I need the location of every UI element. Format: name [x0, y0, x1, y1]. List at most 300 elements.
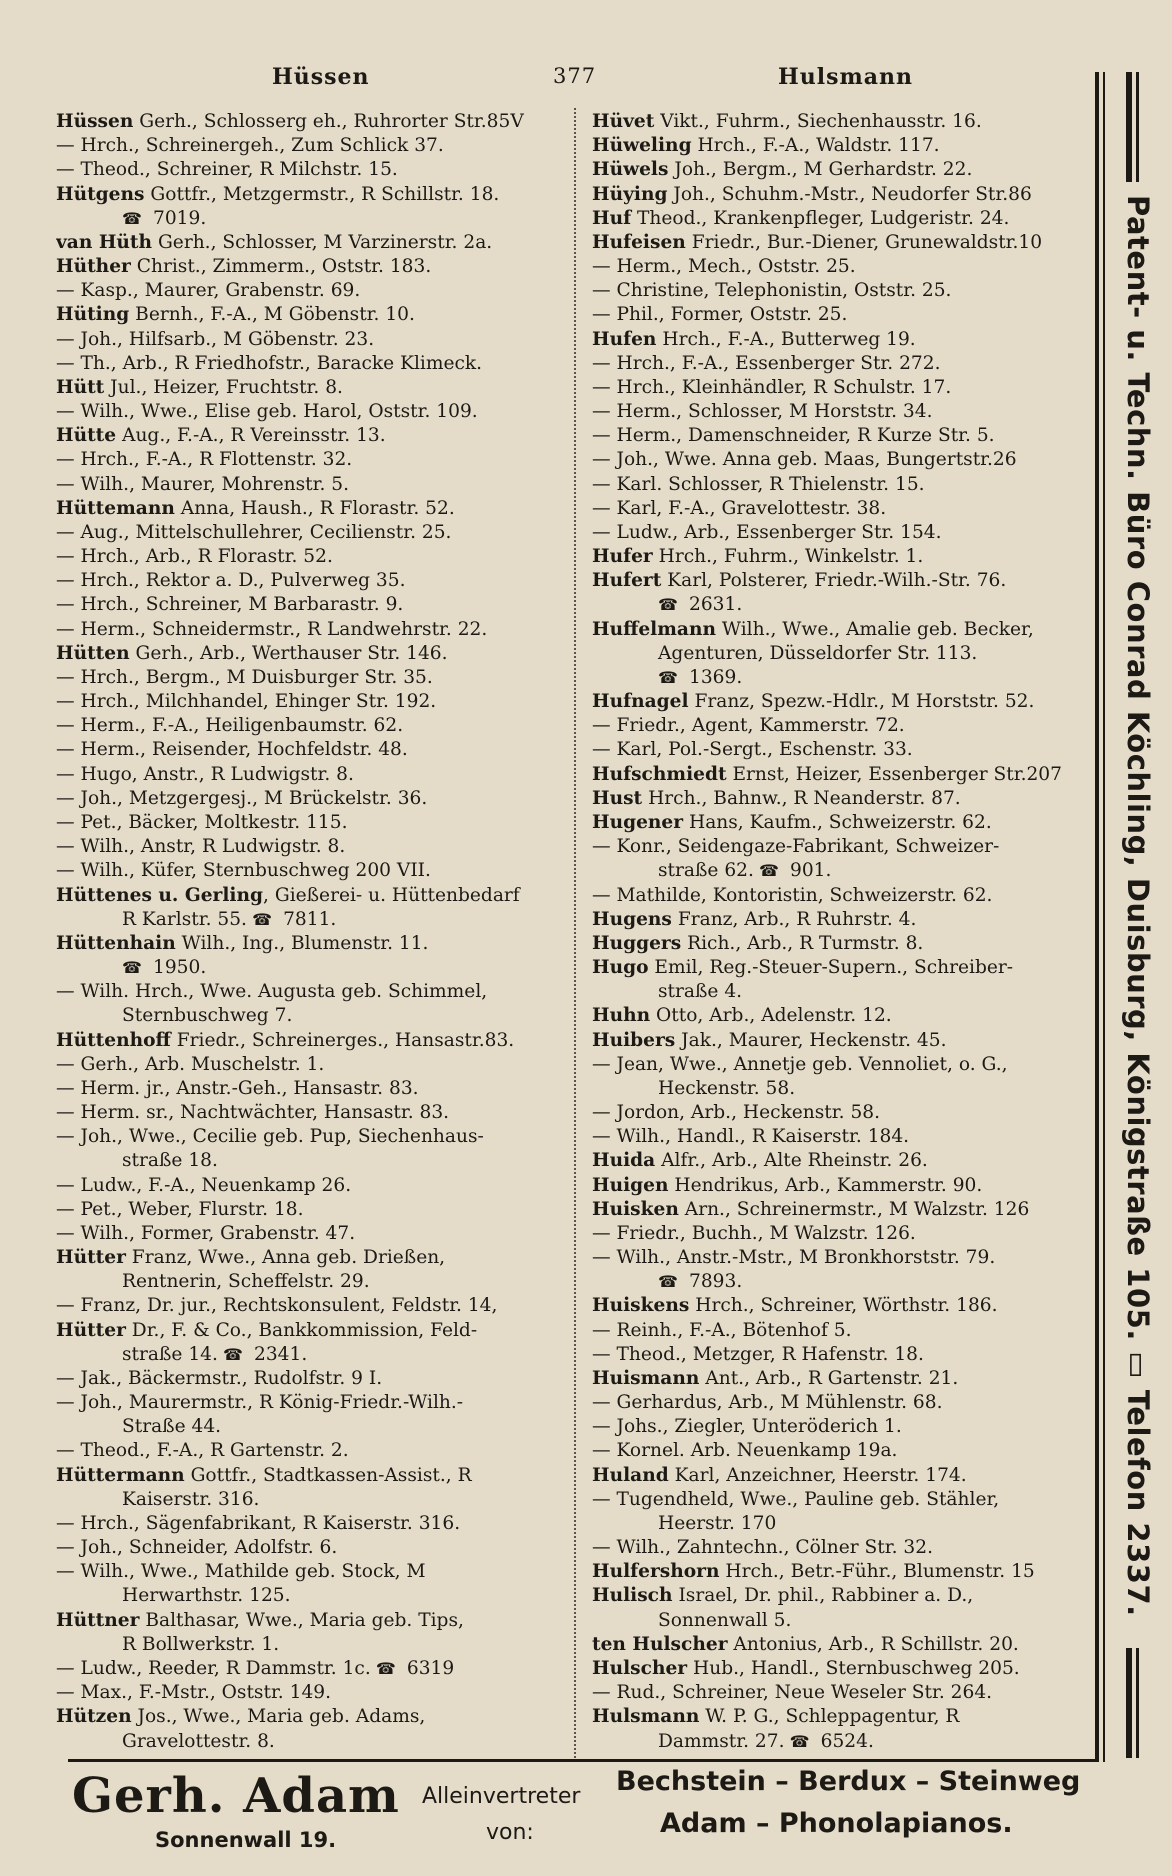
entry-text: Joh., Schuhm.-Mstr., Neudorfer Str.86 [667, 183, 1032, 205]
entry-text: Otto, Arb., Adelenstr. 12. [650, 1005, 892, 1027]
directory-entry [592, 303, 1097, 327]
directory-entry [56, 666, 558, 690]
entry-text: — Joh., Wwe., Cecilie geb. Pup, Siechenhaus- [56, 1126, 484, 1148]
entry-text: — Wilh., Anstr, R Ludwigstr. 8. [56, 836, 346, 858]
directory-entry [56, 618, 558, 642]
entry-surname: Huhn [592, 1005, 651, 1027]
entry-text: — Jean, Wwe., Annetje geb. Vennoliet, o. G., [592, 1053, 1008, 1075]
directory-entry [56, 1705, 558, 1729]
directory-entry [56, 859, 558, 883]
entry-text: — Hrch., Milchhandel, Ehinger Str. 192. [56, 691, 437, 713]
entry-text: Wilh., Wwe., Amalie geb. Becker, [716, 618, 1034, 640]
directory-entry [592, 279, 1097, 303]
entry-surname: Hugener [592, 811, 684, 833]
entry-text: — Pet., Bäcker, Moltkestr. 115. [56, 811, 348, 833]
entry-text: Balthasar, Wwe., Maria geb. Tips, [139, 1609, 464, 1631]
entry-continuation: Dammstr. 27. [658, 1730, 785, 1752]
directory-entry [592, 1029, 1097, 1053]
right-column [592, 110, 1097, 1754]
entry-text: Franz, Wwe., Anna geb. Drießen, [125, 1247, 446, 1269]
directory-entry [56, 932, 558, 956]
directory-entry [592, 497, 1097, 521]
directory-entry [56, 690, 558, 714]
entry-text: Wilh., Ing., Blumenstr. 11. [175, 932, 429, 954]
directory-entry [56, 1029, 558, 1053]
directory-entry [56, 400, 558, 424]
entry-continuation: Heerstr. 170 [658, 1512, 777, 1534]
entry-continuation: straße 4. [658, 981, 743, 1003]
entry-surname: Hüther [56, 256, 131, 278]
entry-text: — Aug., Mittelschullehrer, Cecilienstr. 25. [56, 521, 452, 543]
entry-text: Hub., Handl., Sternbuschweg 205. [687, 1658, 1020, 1679]
entry-surname: Hulsmann [592, 1706, 700, 1728]
side-banner [1121, 195, 1161, 1617]
directory-entry [592, 207, 1097, 231]
entry-text: — Friedr., Agent, Kammerstr. 72. [592, 715, 905, 737]
entry-surname: Hütter [56, 1319, 126, 1341]
telephone-icon: ☎ [784, 1731, 815, 1751]
entry-surname: Hütt [56, 376, 105, 398]
header-left-keyword: Hüssen [272, 64, 370, 90]
directory-entry [592, 618, 1097, 642]
entry-text: Hendrikus, Arb., Kammerstr. 90. [668, 1174, 983, 1196]
entry-text: — Theod., Metzger, R Hafenstr. 18. [592, 1343, 924, 1365]
entry-text: — Kornel. Arb. Neuenkamp 19a. [592, 1440, 898, 1462]
directory-entry [592, 1222, 1097, 1246]
directory-entry [592, 690, 1097, 714]
entry-text: — Wilh., Maurer, Mohrenstr. 5. [56, 473, 350, 495]
entry-text: Christ., Zimmerm., Oststr. 183. [130, 256, 432, 278]
entry-text: Karl, Polsterer, Friedr.-Wilh.-Str. 76. [661, 570, 1007, 592]
entry-text: — Herm. jr., Anstr.-Geh., Hansastr. 83. [56, 1077, 419, 1099]
directory-entry [592, 1512, 1097, 1536]
entry-text: — Friedr., Buchh., M Walzstr. 126. [592, 1222, 916, 1244]
entry-text: — Herm., Damenschneider, R Kurze Str. 5. [592, 425, 995, 447]
entry-text: Jul., Heizer, Fruchtstr. 8. [104, 376, 343, 398]
directory-entry [56, 811, 558, 835]
directory-entry [56, 497, 558, 521]
footer-rule [68, 1759, 1096, 1762]
directory-entry [56, 1536, 558, 1560]
entry-text: W. P. G., Schleppagentur, R [699, 1706, 960, 1728]
directory-entry [56, 1391, 558, 1415]
directory-entry [592, 134, 1097, 158]
ad-brands-line2: Adam – Phonolapianos. [660, 1808, 1013, 1839]
entry-surname: Hüttermann [56, 1464, 185, 1486]
entry-surname: Huida [592, 1150, 656, 1172]
entry-phone-number: 6319 [406, 1658, 455, 1679]
entry-continuation: Gravelottestr. 8. [122, 1730, 275, 1752]
entry-text: — Hrch., Schreiner, M Barbarastr. 9. [56, 594, 404, 616]
directory-entry [592, 1391, 1097, 1415]
entry-text: Friedr., Bur.-Diener, Grunewaldstr.10 [685, 231, 1043, 253]
entry-text: Jos., Wwe., Maria geb. Adams, [131, 1706, 426, 1728]
directory-entry [592, 1488, 1097, 1512]
directory-entry [56, 738, 558, 762]
entry-continuation: R Karlstr. 55. [122, 908, 247, 930]
entry-text: Jak., Maurer, Heckenstr. 45. [675, 1029, 947, 1051]
entry-text: — Johs., Ziegler, Unteröderich 1. [592, 1416, 902, 1438]
directory-entry [56, 569, 558, 593]
directory-entry [56, 908, 558, 932]
telephone-icon: ☎ [370, 1659, 401, 1678]
telephone-icon: ☎ [217, 1344, 249, 1364]
entry-continuation: straße 18. [122, 1150, 218, 1172]
page-number: 377 [553, 64, 597, 88]
directory-entry [56, 1053, 558, 1077]
entry-text: Bernh., F.-A., M Göbenstr. 10. [129, 304, 415, 326]
entry-text: — Joh., Metzgergesj., M Brückelstr. 36. [56, 787, 428, 809]
directory-entry [592, 763, 1097, 787]
entry-surname: Hüttenhoff [56, 1029, 171, 1051]
entry-continuation: straße 62. [658, 860, 754, 882]
entry-surname: Hütte [56, 425, 117, 447]
border-line [1095, 72, 1099, 1762]
directory-entry [592, 400, 1097, 424]
directory-entry [592, 1584, 1097, 1608]
entry-text: Gerh., Schlosserg eh., Ruhrorter Str.85V [133, 111, 524, 132]
directory-entry [592, 110, 1097, 134]
directory-entry [592, 1246, 1097, 1270]
entry-surname: Hugo [592, 957, 649, 979]
entry-surname: Hüwels [592, 159, 669, 181]
directory-entry [56, 1319, 558, 1343]
entry-text: — Jordon, Arb., Heckenstr. 58. [592, 1102, 881, 1124]
left-column [56, 110, 558, 1754]
entry-text: — Theod., F.-A., R Gartenstr. 2. [56, 1440, 349, 1462]
entry-text: — Wilh., Zahntechn., Cölner Str. 32. [592, 1537, 934, 1559]
directory-entry [592, 714, 1097, 738]
directory-entry [592, 980, 1097, 1004]
entry-text: — Herm., Schneidermstr., R Landwehrstr. 22. [56, 618, 488, 640]
directory-entry [592, 593, 1097, 617]
entry-text: — Wilh. Hrch., Wwe. Augusta geb. Schimmel, [56, 981, 488, 1003]
entry-surname: Hufschmiedt [592, 763, 727, 785]
entry-text: — Wilh., Wwe., Mathilde geb. Stock, M [56, 1561, 426, 1583]
entry-surname: Hüweling [592, 135, 692, 157]
telephone-icon: ☎ [122, 208, 148, 228]
entry-surname: Hüssen [56, 111, 134, 132]
entry-text: Franz, Arb., R Ruhrstr. 4. [671, 908, 917, 930]
entry-text: — Hrch., Kleinhändler, R Schulstr. 17. [592, 376, 952, 398]
entry-text: Emil, Reg.-Steuer-Supern., Schreiber- [648, 957, 1014, 979]
entry-phone-number: 1950. [153, 957, 207, 979]
entry-text: — Ludw., Arb., Essenberger Str. 154. [592, 521, 942, 543]
directory-entry [592, 1101, 1097, 1125]
directory-entry [592, 473, 1097, 497]
directory-entry [592, 1319, 1097, 1343]
entry-surname: Huismann [592, 1367, 700, 1389]
ad-brands-line1: Bechstein – Berdux – Steinweg [616, 1766, 1081, 1797]
banner-bar [1126, 1648, 1132, 1758]
directory-entry [592, 811, 1097, 835]
entry-text: — Christine, Telephonistin, Oststr. 25. [592, 280, 952, 302]
directory-entry [592, 884, 1097, 908]
entry-phone-number: 2341. [254, 1343, 308, 1365]
directory-entry [56, 448, 558, 472]
entry-text: Hrch., Fuhrm., Winkelstr. 1. [652, 546, 924, 568]
telephone-icon: ☎ [658, 1272, 684, 1292]
entry-continuation: Sonnenwall 5. [658, 1609, 792, 1631]
entry-phone-number: 7893. [689, 1271, 743, 1293]
directory-entry [56, 231, 558, 255]
directory-entry [592, 1053, 1097, 1077]
directory-entry [56, 1681, 558, 1705]
directory-entry [56, 980, 558, 1004]
directory-entry [592, 932, 1097, 956]
directory-entry [56, 1222, 558, 1246]
directory-entry [592, 1560, 1097, 1584]
directory-entry [56, 158, 558, 182]
entry-text: — Konr., Seidengaze-Fabrikant, Schweizer- [592, 836, 1000, 858]
directory-entry [56, 642, 558, 666]
entry-text: Aug., F.-A., R Vereinsstr. 13. [116, 425, 386, 447]
ad-representative-von: von: [486, 1820, 534, 1845]
entry-text: — Herm. sr., Nachtwächter, Hansastr. 83. [56, 1102, 450, 1124]
directory-entry [592, 1609, 1097, 1633]
directory-entry [56, 1488, 558, 1512]
directory-entry [56, 763, 558, 787]
entry-surname: Huibers [592, 1029, 676, 1051]
entry-continuation: Herwarthstr. 125. [122, 1585, 291, 1607]
entry-surname: Hüttenhain [56, 932, 176, 954]
directory-entry [56, 1174, 558, 1198]
entry-text: Hrch., Bahnw., R Neanderstr. 87. [642, 787, 961, 809]
directory-entry [592, 521, 1097, 545]
entry-text: — Herm., F.-A., Heiligenbaumstr. 62. [56, 715, 404, 737]
directory-entry [592, 255, 1097, 279]
entry-text: — Herm., Reisender, Hochfeldstr. 48. [56, 739, 408, 761]
ad-company-name: Gerh. Adam [72, 1768, 400, 1824]
entry-phone-number: 2631. [689, 594, 743, 616]
directory-entry [592, 666, 1097, 690]
ad-representative-label: Alleinvertreter [422, 1784, 581, 1809]
entry-text: — Franz, Dr. jur., Rechtskonsulent, Feldstr. 14, [56, 1295, 498, 1317]
header-right-keyword: Hulsmann [778, 64, 914, 90]
entry-surname: Huffelmann [592, 618, 717, 640]
directory-entry [56, 424, 558, 448]
directory-entry [592, 1198, 1097, 1222]
entry-text: — Wilh., Küfer, Sternbuschweg 200 VII. [56, 860, 431, 882]
directory-entry [56, 1294, 558, 1318]
entry-continuation: Rentnerin, Scheffelstr. 29. [122, 1271, 370, 1293]
entry-text: — Max., F.-Mstr., Oststr. 149. [56, 1682, 332, 1704]
directory-entry [56, 545, 558, 569]
entry-surname: van Hüth [56, 231, 153, 253]
entry-text: — Mathilde, Kontoristin, Schweizerstr. 62. [592, 884, 993, 906]
entry-text: Hans, Kaufm., Schweizerstr. 62. [683, 811, 992, 833]
entry-text: — Ludw., F.-A., Neuenkamp 26. [56, 1174, 352, 1196]
directory-entry [56, 1584, 558, 1608]
directory-entry [56, 1343, 558, 1367]
entry-surname: Huggers [592, 932, 682, 954]
entry-surname: Hulfershorn [592, 1561, 720, 1583]
entry-text: — Hrch., Schreinergeh., Zum Schlick 37. [56, 135, 444, 157]
directory-entry [56, 255, 558, 279]
directory-entry [592, 1270, 1097, 1294]
entry-phone-number: 7811. [283, 908, 337, 930]
directory-entry [592, 1294, 1097, 1318]
entry-text: — Joh., Wwe. Anna geb. Maas, Bungertstr.26 [592, 449, 1017, 471]
directory-entry [56, 110, 558, 134]
entry-text: — Joh., Schneider, Adolfstr. 6. [56, 1537, 338, 1559]
directory-entry [56, 1367, 558, 1391]
directory-entry [592, 448, 1097, 472]
entry-text: Ernst, Heizer, Essenberger Str.207 [726, 763, 1062, 785]
entry-text: — Theod., Schreiner, R Milchstr. 15. [56, 159, 398, 181]
entry-text: Gottfr., Stadtkassen-Assist., R [184, 1464, 472, 1486]
entry-text: — Gerh., Arb. Muschelstr. 1. [56, 1053, 325, 1075]
directory-entry [56, 183, 558, 207]
entry-surname: Huland [592, 1464, 669, 1486]
entry-text: — Th., Arb., R Friedhofstr., Baracke Klimeck. [56, 352, 483, 374]
directory-entry [56, 1270, 558, 1294]
entry-text: — Hrch., Arb., R Florastr. 52. [56, 546, 333, 568]
directory-entry [56, 835, 558, 859]
directory-entry [56, 1657, 558, 1681]
directory-entry [592, 1343, 1097, 1367]
directory-entry [592, 231, 1097, 255]
directory-entry [592, 158, 1097, 182]
directory-entry [592, 908, 1097, 932]
entry-phone-number: 6524. [820, 1730, 874, 1752]
directory-entry [592, 1657, 1097, 1681]
entry-text: Vikt., Fuhrm., Siechenhausstr. 16. [654, 111, 982, 132]
entry-text: Joh., Bergm., M Gerhardstr. 22. [668, 159, 973, 181]
entry-text: Friedr., Schreinerges., Hansastr.83. [170, 1029, 515, 1051]
directory-entry [56, 1439, 558, 1463]
entry-text: — Joh., Hilfsarb., M Göbenstr. 23. [56, 328, 375, 350]
directory-entry [592, 859, 1097, 883]
entry-continuation: R Bollwerkstr. 1. [122, 1633, 280, 1655]
directory-entry [56, 376, 558, 400]
directory-entry [592, 1439, 1097, 1463]
entry-text: Karl, Anzeichner, Heerstr. 174. [668, 1464, 967, 1486]
side-banner-text: Patent- u. Techn. Büro Conrad Köchling, Duisburg, Königstraße 105. ▭ Telefon 2337. [1121, 195, 1155, 1617]
directory-entry [592, 545, 1097, 569]
entry-text: — Ludw., Reeder, R Dammstr. 1c. [56, 1658, 371, 1679]
banner-bar [1136, 72, 1139, 182]
directory-entry [56, 303, 558, 327]
ad-address: Sonnenwall 19. [155, 1828, 337, 1852]
entry-text: Gottfr., Metzgermstr., R Schillstr. 18. [144, 183, 500, 205]
entry-continuation: Sternbuschweg 7. [122, 1005, 293, 1027]
border-line [1103, 72, 1105, 1762]
entry-surname: Hütten [56, 642, 130, 664]
entry-text: — Karl. Schlosser, R Thielenstr. 15. [592, 473, 925, 495]
entry-text: — Hrch., F.-A., R Flottenstr. 32. [56, 449, 353, 471]
entry-text: Alfr., Arb., Alte Rheinstr. 26. [655, 1150, 928, 1172]
entry-text: — Herm., Schlosser, M Horststr. 34. [592, 401, 933, 423]
entry-text: — Wilh., Anstr.-Mstr., M Bronkhorststr. 79. [592, 1247, 996, 1269]
directory-entry [592, 1536, 1097, 1560]
entry-text: Anna, Haush., R Florastr. 52. [174, 497, 455, 519]
entry-surname: Hugens [592, 908, 672, 930]
directory-entry [592, 738, 1097, 762]
directory-entry [592, 787, 1097, 811]
directory-entry [56, 1198, 558, 1222]
directory-entry [56, 1633, 558, 1657]
banner-bar [1136, 1648, 1139, 1758]
entry-surname: Hüting [56, 304, 130, 326]
directory-entry [56, 714, 558, 738]
entry-surname: Hützen [56, 1706, 132, 1728]
directory-entry [592, 1367, 1097, 1391]
entry-text: Rich., Arb., R Turmstr. 8. [681, 932, 924, 954]
directory-entry [56, 1125, 558, 1149]
entry-text: — Hrch., Rektor a. D., Pulverweg 35. [56, 570, 406, 592]
directory-entry [56, 352, 558, 376]
directory-entry [592, 1004, 1097, 1028]
entry-text: — Karl, Pol.-Sergt., Eschenstr. 33. [592, 739, 913, 761]
directory-entry [592, 183, 1097, 207]
directory-entry [56, 134, 558, 158]
directory-entry [592, 1415, 1097, 1439]
directory-entry [56, 884, 558, 908]
entry-text: Arn., Schreinermstr., M Walzstr. 126 [678, 1198, 1030, 1220]
entry-continuation: Straße 44. [122, 1416, 222, 1438]
directory-entry [592, 1125, 1097, 1149]
entry-surname: Hütgens [56, 183, 145, 205]
entry-continuation: Agenturen, Düsseldorfer Str. 113. [658, 642, 978, 664]
entry-surname: Hulscher [592, 1658, 688, 1679]
entry-surname: Hufeisen [592, 231, 686, 253]
entry-text: — Reinh., F.-A., Bötenhof 5. [592, 1319, 852, 1341]
entry-surname: Hüying [592, 183, 668, 205]
directory-entry [592, 1149, 1097, 1173]
entry-surname: Hufert [592, 570, 662, 592]
directory-entry [56, 1415, 558, 1439]
directory-entry [56, 279, 558, 303]
directory-entry [56, 1512, 558, 1536]
directory-entry [56, 787, 558, 811]
entry-surname: Huiskens [592, 1295, 690, 1317]
column-divider [574, 108, 577, 1758]
entry-text: Dr., F. & Co., Bankkommission, Feld- [125, 1319, 478, 1341]
directory-entry [56, 1560, 558, 1584]
entry-text: Hrch., F.-A., Waldstr. 117. [691, 135, 940, 157]
directory-entry [56, 1149, 558, 1173]
entry-text: Hrch., F.-A., Butterweg 19. [656, 328, 916, 350]
entry-text: — Hugo, Anstr., R Ludwigstr. 8. [56, 763, 354, 785]
entry-phone-number: 7019. [153, 207, 207, 229]
entry-continuation: straße 14. [122, 1343, 218, 1365]
entry-surname: Hütter [56, 1247, 126, 1269]
telephone-icon: ☎ [658, 667, 684, 687]
directory-entry [592, 835, 1097, 859]
telephone-icon: ☎ [122, 958, 148, 978]
entry-surname: Hüttenes u. Gerling [56, 884, 264, 906]
directory-entry [56, 956, 558, 980]
entry-surname: Hufen [592, 328, 657, 350]
entry-text: — Jak., Bäckermstr., Rudolfstr. 9 I. [56, 1367, 383, 1389]
directory-entry [592, 1174, 1097, 1198]
directory-entry [56, 1077, 558, 1101]
entry-surname: Huf [592, 207, 632, 229]
entry-text: , Gießerei- u. Hüttenbedarf [263, 884, 520, 906]
directory-entry [56, 1464, 558, 1488]
entry-surname: Hüttemann [56, 497, 175, 519]
entry-text: — Joh., Maurermstr., R König-Friedr.-Wilh.- [56, 1392, 464, 1414]
banner-bar [1126, 72, 1132, 182]
entry-text: — Phil., Former, Oststr. 25. [592, 304, 848, 326]
directory-entry [56, 1004, 558, 1028]
entry-surname: Hust [592, 787, 643, 809]
entry-surname: Huigen [592, 1174, 669, 1196]
entry-text: — Wilh., Handl., R Kaiserstr. 184. [592, 1126, 910, 1148]
entry-surname: Hulisch [592, 1585, 673, 1607]
directory-entry [592, 328, 1097, 352]
